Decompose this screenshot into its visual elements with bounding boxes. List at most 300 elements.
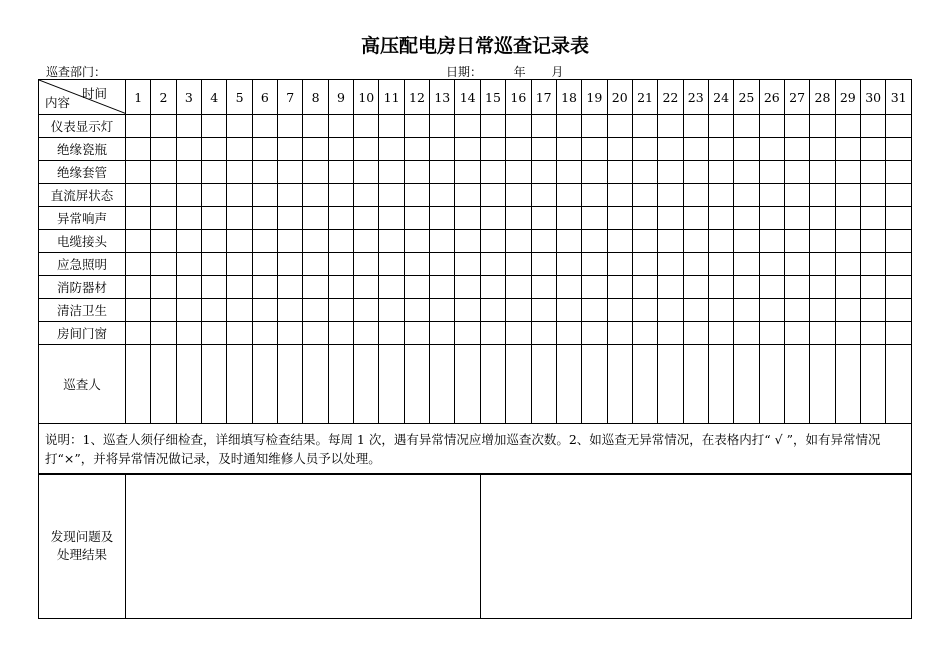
check-cell[interactable] — [480, 230, 505, 253]
check-cell[interactable] — [759, 207, 784, 230]
check-cell[interactable] — [506, 184, 531, 207]
check-cell[interactable] — [455, 322, 480, 345]
check-cell[interactable] — [303, 161, 328, 184]
check-cell[interactable] — [278, 115, 303, 138]
check-cell[interactable] — [252, 184, 277, 207]
check-cell[interactable] — [759, 230, 784, 253]
inspector-cell[interactable] — [176, 345, 201, 424]
check-cell[interactable] — [810, 299, 835, 322]
check-cell[interactable] — [151, 115, 176, 138]
check-cell[interactable] — [886, 161, 912, 184]
check-cell[interactable] — [506, 115, 531, 138]
check-cell[interactable] — [126, 230, 151, 253]
check-cell[interactable] — [480, 276, 505, 299]
check-cell[interactable] — [151, 322, 176, 345]
check-cell[interactable] — [835, 230, 860, 253]
check-cell[interactable] — [658, 207, 683, 230]
check-cell[interactable] — [607, 322, 632, 345]
check-cell[interactable] — [455, 230, 480, 253]
check-cell[interactable] — [126, 138, 151, 161]
check-cell[interactable] — [455, 207, 480, 230]
check-cell[interactable] — [379, 115, 404, 138]
check-cell[interactable] — [455, 299, 480, 322]
check-cell[interactable] — [404, 184, 429, 207]
check-cell[interactable] — [227, 161, 252, 184]
check-cell[interactable] — [202, 322, 227, 345]
check-cell[interactable] — [810, 138, 835, 161]
inspector-cell[interactable] — [379, 345, 404, 424]
check-cell[interactable] — [708, 322, 733, 345]
check-cell[interactable] — [734, 276, 759, 299]
check-cell[interactable] — [886, 184, 912, 207]
check-cell[interactable] — [480, 322, 505, 345]
check-cell[interactable] — [556, 138, 581, 161]
check-cell[interactable] — [151, 207, 176, 230]
check-cell[interactable] — [658, 184, 683, 207]
check-cell[interactable] — [506, 322, 531, 345]
check-cell[interactable] — [278, 299, 303, 322]
check-cell[interactable] — [252, 230, 277, 253]
check-cell[interactable] — [810, 253, 835, 276]
check-cell[interactable] — [582, 115, 607, 138]
check-cell[interactable] — [734, 230, 759, 253]
check-cell[interactable] — [126, 115, 151, 138]
check-cell[interactable] — [252, 115, 277, 138]
check-cell[interactable] — [860, 253, 885, 276]
check-cell[interactable] — [632, 138, 657, 161]
check-cell[interactable] — [607, 138, 632, 161]
check-cell[interactable] — [252, 253, 277, 276]
check-cell[interactable] — [379, 299, 404, 322]
check-cell[interactable] — [202, 138, 227, 161]
check-cell[interactable] — [328, 299, 353, 322]
check-cell[interactable] — [176, 299, 201, 322]
inspector-cell[interactable] — [151, 345, 176, 424]
check-cell[interactable] — [455, 276, 480, 299]
check-cell[interactable] — [759, 184, 784, 207]
check-cell[interactable] — [531, 115, 556, 138]
check-cell[interactable] — [202, 230, 227, 253]
check-cell[interactable] — [607, 115, 632, 138]
check-cell[interactable] — [810, 276, 835, 299]
check-cell[interactable] — [278, 184, 303, 207]
inspector-cell[interactable] — [455, 345, 480, 424]
check-cell[interactable] — [860, 115, 885, 138]
check-cell[interactable] — [506, 207, 531, 230]
check-cell[interactable] — [480, 138, 505, 161]
check-cell[interactable] — [886, 276, 912, 299]
check-cell[interactable] — [379, 322, 404, 345]
check-cell[interactable] — [278, 138, 303, 161]
check-cell[interactable] — [886, 207, 912, 230]
check-cell[interactable] — [759, 299, 784, 322]
check-cell[interactable] — [151, 184, 176, 207]
inspector-cell[interactable] — [759, 345, 784, 424]
check-cell[interactable] — [278, 230, 303, 253]
check-cell[interactable] — [886, 322, 912, 345]
check-cell[interactable] — [506, 276, 531, 299]
check-cell[interactable] — [734, 299, 759, 322]
check-cell[interactable] — [734, 115, 759, 138]
check-cell[interactable] — [632, 207, 657, 230]
check-cell[interactable] — [328, 253, 353, 276]
check-cell[interactable] — [708, 299, 733, 322]
check-cell[interactable] — [708, 161, 733, 184]
check-cell[interactable] — [886, 115, 912, 138]
check-cell[interactable] — [126, 184, 151, 207]
inspector-cell[interactable] — [886, 345, 912, 424]
check-cell[interactable] — [176, 253, 201, 276]
check-cell[interactable] — [278, 161, 303, 184]
inspector-cell[interactable] — [658, 345, 683, 424]
check-cell[interactable] — [860, 207, 885, 230]
check-cell[interactable] — [658, 138, 683, 161]
check-cell[interactable] — [506, 230, 531, 253]
inspector-cell[interactable] — [683, 345, 708, 424]
inspector-cell[interactable] — [860, 345, 885, 424]
check-cell[interactable] — [556, 115, 581, 138]
check-cell[interactable] — [683, 161, 708, 184]
check-cell[interactable] — [835, 184, 860, 207]
check-cell[interactable] — [354, 276, 379, 299]
check-cell[interactable] — [278, 207, 303, 230]
check-cell[interactable] — [784, 276, 809, 299]
check-cell[interactable] — [810, 115, 835, 138]
check-cell[interactable] — [708, 184, 733, 207]
check-cell[interactable] — [227, 299, 252, 322]
check-cell[interactable] — [784, 161, 809, 184]
check-cell[interactable] — [658, 161, 683, 184]
check-cell[interactable] — [708, 230, 733, 253]
check-cell[interactable] — [278, 276, 303, 299]
inspector-cell[interactable] — [303, 345, 328, 424]
check-cell[interactable] — [506, 299, 531, 322]
check-cell[interactable] — [582, 299, 607, 322]
check-cell[interactable] — [683, 253, 708, 276]
check-cell[interactable] — [227, 184, 252, 207]
check-cell[interactable] — [480, 299, 505, 322]
check-cell[interactable] — [506, 253, 531, 276]
check-cell[interactable] — [784, 253, 809, 276]
check-cell[interactable] — [607, 276, 632, 299]
check-cell[interactable] — [582, 184, 607, 207]
inspector-cell[interactable] — [784, 345, 809, 424]
inspector-cell[interactable] — [835, 345, 860, 424]
check-cell[interactable] — [582, 276, 607, 299]
check-cell[interactable] — [202, 184, 227, 207]
check-cell[interactable] — [430, 115, 455, 138]
check-cell[interactable] — [784, 115, 809, 138]
check-cell[interactable] — [531, 207, 556, 230]
check-cell[interactable] — [202, 253, 227, 276]
check-cell[interactable] — [455, 115, 480, 138]
check-cell[interactable] — [531, 161, 556, 184]
check-cell[interactable] — [759, 322, 784, 345]
check-cell[interactable] — [176, 276, 201, 299]
check-cell[interactable] — [683, 230, 708, 253]
check-cell[interactable] — [480, 115, 505, 138]
check-cell[interactable] — [126, 161, 151, 184]
check-cell[interactable] — [303, 207, 328, 230]
findings-cell-left[interactable] — [126, 474, 481, 619]
check-cell[interactable] — [354, 322, 379, 345]
check-cell[interactable] — [379, 138, 404, 161]
check-cell[interactable] — [556, 322, 581, 345]
check-cell[interactable] — [632, 230, 657, 253]
check-cell[interactable] — [227, 115, 252, 138]
check-cell[interactable] — [430, 253, 455, 276]
check-cell[interactable] — [734, 322, 759, 345]
check-cell[interactable] — [430, 161, 455, 184]
check-cell[interactable] — [759, 161, 784, 184]
inspector-cell[interactable] — [328, 345, 353, 424]
check-cell[interactable] — [734, 161, 759, 184]
check-cell[interactable] — [404, 161, 429, 184]
check-cell[interactable] — [607, 299, 632, 322]
check-cell[interactable] — [328, 138, 353, 161]
check-cell[interactable] — [227, 207, 252, 230]
check-cell[interactable] — [455, 184, 480, 207]
check-cell[interactable] — [607, 230, 632, 253]
check-cell[interactable] — [810, 230, 835, 253]
check-cell[interactable] — [354, 299, 379, 322]
check-cell[interactable] — [759, 138, 784, 161]
inspector-cell[interactable] — [632, 345, 657, 424]
check-cell[interactable] — [202, 161, 227, 184]
inspector-cell[interactable] — [404, 345, 429, 424]
check-cell[interactable] — [658, 322, 683, 345]
check-cell[interactable] — [860, 276, 885, 299]
check-cell[interactable] — [632, 322, 657, 345]
findings-cell-right[interactable] — [481, 474, 912, 619]
check-cell[interactable] — [151, 161, 176, 184]
check-cell[interactable] — [455, 253, 480, 276]
check-cell[interactable] — [582, 138, 607, 161]
check-cell[interactable] — [607, 161, 632, 184]
check-cell[interactable] — [252, 322, 277, 345]
check-cell[interactable] — [582, 207, 607, 230]
check-cell[interactable] — [430, 276, 455, 299]
check-cell[interactable] — [632, 276, 657, 299]
check-cell[interactable] — [379, 253, 404, 276]
check-cell[interactable] — [556, 276, 581, 299]
check-cell[interactable] — [810, 207, 835, 230]
check-cell[interactable] — [531, 253, 556, 276]
check-cell[interactable] — [126, 299, 151, 322]
check-cell[interactable] — [303, 322, 328, 345]
check-cell[interactable] — [126, 253, 151, 276]
inspector-cell[interactable] — [582, 345, 607, 424]
inspector-cell[interactable] — [430, 345, 455, 424]
check-cell[interactable] — [328, 207, 353, 230]
check-cell[interactable] — [430, 207, 455, 230]
check-cell[interactable] — [860, 230, 885, 253]
check-cell[interactable] — [328, 322, 353, 345]
check-cell[interactable] — [303, 115, 328, 138]
inspector-cell[interactable] — [480, 345, 505, 424]
check-cell[interactable] — [556, 253, 581, 276]
inspector-cell[interactable] — [506, 345, 531, 424]
check-cell[interactable] — [126, 276, 151, 299]
check-cell[interactable] — [126, 322, 151, 345]
check-cell[interactable] — [784, 207, 809, 230]
check-cell[interactable] — [835, 161, 860, 184]
check-cell[interactable] — [176, 161, 201, 184]
check-cell[interactable] — [810, 322, 835, 345]
check-cell[interactable] — [176, 138, 201, 161]
check-cell[interactable] — [404, 230, 429, 253]
check-cell[interactable] — [734, 207, 759, 230]
inspector-cell[interactable] — [734, 345, 759, 424]
check-cell[interactable] — [151, 253, 176, 276]
check-cell[interactable] — [658, 276, 683, 299]
check-cell[interactable] — [860, 322, 885, 345]
check-cell[interactable] — [582, 253, 607, 276]
check-cell[interactable] — [658, 115, 683, 138]
check-cell[interactable] — [227, 138, 252, 161]
check-cell[interactable] — [252, 299, 277, 322]
check-cell[interactable] — [632, 299, 657, 322]
check-cell[interactable] — [328, 276, 353, 299]
check-cell[interactable] — [354, 161, 379, 184]
check-cell[interactable] — [632, 184, 657, 207]
check-cell[interactable] — [835, 322, 860, 345]
check-cell[interactable] — [176, 230, 201, 253]
check-cell[interactable] — [227, 276, 252, 299]
check-cell[interactable] — [860, 138, 885, 161]
check-cell[interactable] — [607, 253, 632, 276]
check-cell[interactable] — [886, 230, 912, 253]
check-cell[interactable] — [202, 299, 227, 322]
check-cell[interactable] — [480, 161, 505, 184]
check-cell[interactable] — [683, 322, 708, 345]
check-cell[interactable] — [683, 115, 708, 138]
check-cell[interactable] — [708, 138, 733, 161]
check-cell[interactable] — [303, 184, 328, 207]
check-cell[interactable] — [556, 184, 581, 207]
check-cell[interactable] — [379, 184, 404, 207]
inspector-cell[interactable] — [531, 345, 556, 424]
check-cell[interactable] — [202, 207, 227, 230]
check-cell[interactable] — [708, 253, 733, 276]
check-cell[interactable] — [734, 184, 759, 207]
check-cell[interactable] — [784, 322, 809, 345]
check-cell[interactable] — [252, 207, 277, 230]
check-cell[interactable] — [835, 299, 860, 322]
check-cell[interactable] — [202, 115, 227, 138]
check-cell[interactable] — [683, 138, 708, 161]
check-cell[interactable] — [480, 253, 505, 276]
check-cell[interactable] — [278, 253, 303, 276]
check-cell[interactable] — [480, 184, 505, 207]
check-cell[interactable] — [404, 253, 429, 276]
check-cell[interactable] — [430, 184, 455, 207]
check-cell[interactable] — [658, 299, 683, 322]
check-cell[interactable] — [759, 276, 784, 299]
check-cell[interactable] — [531, 276, 556, 299]
check-cell[interactable] — [734, 138, 759, 161]
inspector-cell[interactable] — [126, 345, 151, 424]
check-cell[interactable] — [354, 207, 379, 230]
check-cell[interactable] — [683, 276, 708, 299]
check-cell[interactable] — [303, 299, 328, 322]
check-cell[interactable] — [303, 230, 328, 253]
check-cell[interactable] — [328, 184, 353, 207]
check-cell[interactable] — [404, 138, 429, 161]
check-cell[interactable] — [759, 115, 784, 138]
check-cell[interactable] — [886, 253, 912, 276]
check-cell[interactable] — [582, 230, 607, 253]
check-cell[interactable] — [860, 161, 885, 184]
check-cell[interactable] — [379, 276, 404, 299]
inspector-cell[interactable] — [252, 345, 277, 424]
check-cell[interactable] — [835, 276, 860, 299]
inspector-cell[interactable] — [810, 345, 835, 424]
check-cell[interactable] — [278, 322, 303, 345]
check-cell[interactable] — [734, 253, 759, 276]
check-cell[interactable] — [328, 161, 353, 184]
check-cell[interactable] — [531, 184, 556, 207]
inspector-cell[interactable] — [354, 345, 379, 424]
check-cell[interactable] — [860, 299, 885, 322]
check-cell[interactable] — [404, 299, 429, 322]
check-cell[interactable] — [379, 161, 404, 184]
check-cell[interactable] — [151, 230, 176, 253]
check-cell[interactable] — [404, 207, 429, 230]
check-cell[interactable] — [404, 322, 429, 345]
check-cell[interactable] — [632, 161, 657, 184]
check-cell[interactable] — [404, 115, 429, 138]
check-cell[interactable] — [303, 138, 328, 161]
check-cell[interactable] — [835, 253, 860, 276]
check-cell[interactable] — [227, 230, 252, 253]
check-cell[interactable] — [531, 230, 556, 253]
check-cell[interactable] — [835, 207, 860, 230]
check-cell[interactable] — [810, 161, 835, 184]
check-cell[interactable] — [582, 161, 607, 184]
check-cell[interactable] — [176, 184, 201, 207]
check-cell[interactable] — [252, 276, 277, 299]
check-cell[interactable] — [810, 184, 835, 207]
check-cell[interactable] — [658, 230, 683, 253]
check-cell[interactable] — [556, 299, 581, 322]
check-cell[interactable] — [683, 184, 708, 207]
check-cell[interactable] — [607, 184, 632, 207]
check-cell[interactable] — [379, 207, 404, 230]
check-cell[interactable] — [506, 138, 531, 161]
check-cell[interactable] — [886, 138, 912, 161]
check-cell[interactable] — [556, 161, 581, 184]
check-cell[interactable] — [480, 207, 505, 230]
check-cell[interactable] — [151, 138, 176, 161]
check-cell[interactable] — [784, 230, 809, 253]
check-cell[interactable] — [379, 230, 404, 253]
inspector-cell[interactable] — [556, 345, 581, 424]
check-cell[interactable] — [430, 230, 455, 253]
check-cell[interactable] — [784, 184, 809, 207]
check-cell[interactable] — [531, 138, 556, 161]
check-cell[interactable] — [354, 138, 379, 161]
inspector-cell[interactable] — [227, 345, 252, 424]
check-cell[interactable] — [151, 299, 176, 322]
check-cell[interactable] — [455, 161, 480, 184]
check-cell[interactable] — [708, 115, 733, 138]
check-cell[interactable] — [708, 276, 733, 299]
check-cell[interactable] — [531, 299, 556, 322]
check-cell[interactable] — [784, 138, 809, 161]
check-cell[interactable] — [556, 230, 581, 253]
check-cell[interactable] — [886, 299, 912, 322]
